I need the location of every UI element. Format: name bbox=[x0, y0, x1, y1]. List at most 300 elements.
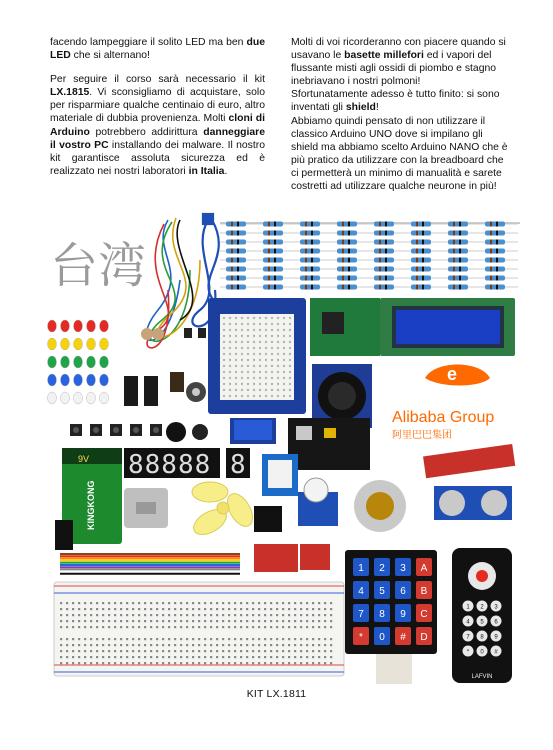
breadboard-hole bbox=[300, 602, 302, 604]
resistor-band bbox=[416, 258, 418, 263]
breadboard-hole bbox=[198, 608, 200, 610]
breadboard-hole bbox=[60, 614, 62, 616]
breadboard-hole bbox=[102, 644, 104, 646]
breadboard-hole bbox=[78, 608, 80, 610]
led bbox=[74, 374, 83, 386]
proto-hole bbox=[283, 371, 285, 373]
breadboard-hole bbox=[288, 602, 290, 604]
breadboard-hole bbox=[264, 644, 266, 646]
breadboard-hole bbox=[258, 608, 260, 610]
breadboard-hole bbox=[258, 656, 260, 658]
breadboard-hole bbox=[222, 614, 224, 616]
proto-hole bbox=[235, 389, 237, 391]
proto-hole bbox=[241, 377, 243, 379]
breadboard-hole bbox=[204, 614, 206, 616]
proto-hole bbox=[289, 389, 291, 391]
resistor-band bbox=[416, 222, 418, 227]
battery-brand: KINGKONG bbox=[86, 480, 96, 530]
resistor-band bbox=[459, 276, 461, 281]
remote-key-label: 3 bbox=[494, 604, 498, 611]
proto-hole bbox=[223, 347, 225, 349]
breadboard-hole bbox=[78, 650, 80, 652]
proto-hole bbox=[229, 383, 231, 385]
proto-hole bbox=[277, 317, 279, 319]
resistor-band bbox=[496, 267, 498, 272]
proto-hole bbox=[277, 341, 279, 343]
proto-hole bbox=[277, 335, 279, 337]
breadboard-hole bbox=[144, 638, 146, 640]
resistor-band bbox=[268, 258, 270, 263]
resistor bbox=[226, 249, 246, 254]
breadboard-hole bbox=[258, 626, 260, 628]
proto-hole bbox=[259, 359, 261, 361]
breadboard-hole bbox=[222, 644, 224, 646]
resistor-band bbox=[268, 285, 270, 290]
breadboard-hole bbox=[114, 620, 116, 622]
breadboard-hole bbox=[222, 608, 224, 610]
breadboard-hole bbox=[198, 602, 200, 604]
breadboard-hole bbox=[294, 662, 296, 664]
proto-hole bbox=[277, 377, 279, 379]
breadboard-hole bbox=[240, 638, 242, 640]
proto-hole bbox=[247, 389, 249, 391]
resistor bbox=[485, 222, 505, 227]
breadboard-hole bbox=[228, 650, 230, 652]
breadboard-hole bbox=[72, 644, 74, 646]
resistor-band bbox=[274, 285, 276, 290]
breadboard-hole bbox=[222, 602, 224, 604]
proto-hole bbox=[283, 353, 285, 355]
battery-clip bbox=[55, 520, 73, 550]
proto-hole bbox=[283, 317, 285, 319]
proto-hole bbox=[223, 329, 225, 331]
breadboard-hole bbox=[174, 626, 176, 628]
proto-hole bbox=[277, 365, 279, 367]
resistor-band bbox=[490, 240, 492, 245]
proto-hole bbox=[223, 317, 225, 319]
proto-hole bbox=[259, 347, 261, 349]
breadboard-hole bbox=[150, 614, 152, 616]
breadboard-hole bbox=[306, 620, 308, 622]
breadboard-hole bbox=[288, 608, 290, 610]
breadboard-hole bbox=[234, 650, 236, 652]
resistor bbox=[485, 249, 505, 254]
resistor-band bbox=[231, 267, 233, 272]
breadboard-hole bbox=[198, 650, 200, 652]
breadboard-hole bbox=[312, 620, 314, 622]
breadboard-hole bbox=[240, 614, 242, 616]
breadboard-hole bbox=[192, 614, 194, 616]
breadboard-hole bbox=[228, 644, 230, 646]
breadboard-hole bbox=[108, 620, 110, 622]
breadboard-hole bbox=[330, 638, 332, 640]
breadboard-hole bbox=[258, 602, 260, 604]
breadboard-hole bbox=[306, 614, 308, 616]
proto-hole bbox=[229, 347, 231, 349]
proto-hole bbox=[283, 347, 285, 349]
resistor-band bbox=[274, 222, 276, 227]
resistor-band bbox=[231, 276, 233, 281]
breadboard-hole bbox=[264, 638, 266, 640]
breadboard-hole bbox=[234, 620, 236, 622]
remote-key-label: 9 bbox=[494, 634, 498, 641]
breadboard-hole bbox=[192, 638, 194, 640]
breadboard-hole bbox=[276, 650, 278, 652]
breadboard-hole bbox=[120, 602, 122, 604]
resistor-band bbox=[237, 285, 239, 290]
breadboard-hole bbox=[150, 638, 152, 640]
breadboard-hole bbox=[324, 644, 326, 646]
breadboard-hole bbox=[276, 626, 278, 628]
resistor-band bbox=[348, 249, 350, 254]
resistor-band bbox=[268, 240, 270, 245]
proto-hole bbox=[271, 365, 273, 367]
breadboard-hole bbox=[180, 608, 182, 610]
proto-hole bbox=[247, 335, 249, 337]
keypad-key-label: 3 bbox=[400, 563, 406, 574]
breadboard-hole bbox=[288, 650, 290, 652]
resistor-band bbox=[416, 240, 418, 245]
breadboard-hole bbox=[324, 608, 326, 610]
breadboard-hole bbox=[84, 608, 86, 610]
breadboard-hole bbox=[204, 650, 206, 652]
resistor bbox=[374, 249, 394, 254]
breadboard-hole bbox=[264, 650, 266, 652]
proto-hole bbox=[241, 371, 243, 373]
breadboard-hole bbox=[180, 638, 182, 640]
breadboard-hole bbox=[276, 656, 278, 658]
breadboard-hole bbox=[312, 644, 314, 646]
resistor-band bbox=[459, 222, 461, 227]
breadboard-power-module bbox=[288, 418, 370, 470]
breadboard bbox=[54, 582, 344, 676]
proto-hole bbox=[259, 377, 261, 379]
breadboard-hole bbox=[258, 662, 260, 664]
breadboard-hole bbox=[318, 650, 320, 652]
breadboard-hole bbox=[66, 644, 68, 646]
breadboard-hole bbox=[156, 638, 158, 640]
breadboard-hole bbox=[138, 638, 140, 640]
kit-photo bbox=[40, 210, 520, 685]
breadboard-hole bbox=[132, 662, 134, 664]
right-column bbox=[291, 36, 509, 193]
breadboard-hole bbox=[216, 626, 218, 628]
breadboard-hole bbox=[144, 650, 146, 652]
resistor-band bbox=[274, 240, 276, 245]
breadboard-hole bbox=[210, 644, 212, 646]
breadboard-hole bbox=[66, 638, 68, 640]
breadboard-hole bbox=[228, 602, 230, 604]
resistor-band bbox=[237, 258, 239, 263]
resistor bbox=[485, 231, 505, 236]
resistor-band bbox=[453, 267, 455, 272]
breadboard-hole bbox=[270, 662, 272, 664]
breadboard-hole bbox=[102, 650, 104, 652]
breadboard-hole bbox=[174, 656, 176, 658]
proto-hole bbox=[259, 323, 261, 325]
resistor-band bbox=[453, 258, 455, 263]
push-buttons bbox=[70, 424, 162, 436]
breadboard-hole bbox=[72, 626, 74, 628]
breadboard-hole bbox=[258, 644, 260, 646]
proto-hole bbox=[229, 323, 231, 325]
breadboard-hole bbox=[138, 656, 140, 658]
breadboard-hole bbox=[174, 620, 176, 622]
proto-hole bbox=[289, 365, 291, 367]
breadboard-hole bbox=[84, 638, 86, 640]
breadboard-hole bbox=[240, 650, 242, 652]
breadboard-hole bbox=[234, 626, 236, 628]
breadboard-hole bbox=[312, 626, 314, 628]
breadboard-hole bbox=[330, 656, 332, 658]
breadboard-hole bbox=[108, 602, 110, 604]
breadboard-hole bbox=[162, 644, 164, 646]
resistor-band bbox=[348, 258, 350, 263]
resistor bbox=[485, 285, 505, 290]
proto-hole bbox=[235, 377, 237, 379]
breadboard-hole bbox=[282, 620, 284, 622]
breadboard-hole bbox=[60, 656, 62, 658]
proto-hole bbox=[259, 335, 261, 337]
breadboard-hole bbox=[156, 656, 158, 658]
breadboard-hole bbox=[330, 602, 332, 604]
resistor bbox=[411, 240, 431, 245]
breadboard-hole bbox=[66, 650, 68, 652]
proto-hole bbox=[259, 365, 261, 367]
led bbox=[100, 374, 109, 386]
breadboard-hole bbox=[60, 602, 62, 604]
breadboard-hole bbox=[96, 638, 98, 640]
breadboard-hole bbox=[216, 608, 218, 610]
proto-hole bbox=[265, 395, 267, 397]
resistor-band bbox=[348, 231, 350, 236]
breadboard-hole bbox=[150, 608, 152, 610]
proto-hole bbox=[241, 317, 243, 319]
breadboard-hole bbox=[258, 614, 260, 616]
resistor bbox=[226, 222, 246, 227]
breadboard-hole bbox=[294, 626, 296, 628]
resistor bbox=[263, 222, 283, 227]
resistor-band bbox=[385, 222, 387, 227]
remote-key-label: 8 bbox=[480, 634, 484, 641]
breadboard-hole bbox=[246, 626, 248, 628]
breadboard-hole bbox=[150, 626, 152, 628]
seven-segment-digits: 88888 bbox=[128, 450, 212, 480]
resistor bbox=[411, 285, 431, 290]
resistor-band bbox=[305, 222, 307, 227]
proto-hole bbox=[253, 335, 255, 337]
proto-hole bbox=[277, 359, 279, 361]
breadboard-hole bbox=[312, 650, 314, 652]
proto-hole bbox=[223, 377, 225, 379]
breadboard-hole bbox=[282, 608, 284, 610]
breadboard-hole bbox=[216, 644, 218, 646]
resistor-band bbox=[348, 285, 350, 290]
breadboard-hole bbox=[294, 608, 296, 610]
breadboard-hole bbox=[60, 638, 62, 640]
proto-hole bbox=[283, 377, 285, 379]
proto-hole bbox=[241, 395, 243, 397]
resistor-band bbox=[231, 231, 233, 236]
keypad-key-label: C bbox=[420, 609, 428, 620]
remote-key-label: 7 bbox=[466, 634, 470, 641]
breadboard-hole bbox=[90, 614, 92, 616]
breadboard-hole bbox=[318, 602, 320, 604]
resistor-band bbox=[459, 285, 461, 290]
breadboard-hole bbox=[66, 602, 68, 604]
proto-hole bbox=[241, 323, 243, 325]
resistor-band bbox=[274, 231, 276, 236]
breadboard-hole bbox=[162, 614, 164, 616]
breadboard-hole bbox=[192, 662, 194, 664]
resistor-band bbox=[459, 249, 461, 254]
breadboard-hole bbox=[78, 638, 80, 640]
resistor bbox=[374, 240, 394, 245]
led bbox=[74, 338, 83, 350]
breadboard-hole bbox=[168, 662, 170, 664]
breadboard-hole bbox=[288, 614, 290, 616]
breadboard-hole bbox=[282, 638, 284, 640]
led bbox=[87, 374, 96, 386]
breadboard-hole bbox=[264, 614, 266, 616]
proto-hole bbox=[271, 359, 273, 361]
breadboard-hole bbox=[168, 602, 170, 604]
proto-hole bbox=[241, 365, 243, 367]
resistor-band bbox=[305, 249, 307, 254]
breadboard-hole bbox=[168, 638, 170, 640]
breadboard-hole bbox=[108, 656, 110, 658]
breadboard-hole bbox=[150, 650, 152, 652]
breadboard-hole bbox=[252, 626, 254, 628]
breadboard-hole bbox=[324, 650, 326, 652]
breadboard-hole bbox=[252, 608, 254, 610]
resistor bbox=[374, 222, 394, 227]
breadboard-hole bbox=[120, 656, 122, 658]
proto-hole bbox=[277, 323, 279, 325]
breadboard-hole bbox=[228, 608, 230, 610]
resistor-band bbox=[342, 276, 344, 281]
breadboard-hole bbox=[288, 662, 290, 664]
breadboard-hole bbox=[84, 650, 86, 652]
breadboard-hole bbox=[240, 620, 242, 622]
breadboard-hole bbox=[246, 620, 248, 622]
keypad-key-label: 2 bbox=[379, 563, 385, 574]
breadboard-hole bbox=[186, 650, 188, 652]
breadboard-hole bbox=[318, 620, 320, 622]
breadboard-hole bbox=[240, 662, 242, 664]
breadboard-hole bbox=[126, 620, 128, 622]
proto-hole bbox=[271, 335, 273, 337]
proto-hole bbox=[235, 329, 237, 331]
proto-hole bbox=[223, 341, 225, 343]
resistor-band bbox=[342, 240, 344, 245]
relay-module bbox=[230, 418, 276, 444]
breadboard-hole bbox=[252, 602, 254, 604]
resistor bbox=[300, 285, 320, 290]
breadboard-hole bbox=[204, 644, 206, 646]
proto-hole bbox=[229, 353, 231, 355]
proto-hole bbox=[241, 383, 243, 385]
proto-hole bbox=[229, 365, 231, 367]
dc-motor bbox=[124, 488, 168, 528]
proto-hole bbox=[223, 335, 225, 337]
resistor-band bbox=[416, 276, 418, 281]
breadboard-hole bbox=[210, 620, 212, 622]
breadboard-hole bbox=[120, 608, 122, 610]
led bbox=[61, 392, 70, 404]
push-button-cap bbox=[73, 427, 79, 433]
breadboard-hole bbox=[300, 644, 302, 646]
breadboard-hole bbox=[126, 644, 128, 646]
proto-hole bbox=[247, 341, 249, 343]
led bbox=[87, 356, 96, 368]
resistor bbox=[263, 249, 283, 254]
breadboard-hole bbox=[168, 644, 170, 646]
resistor-band bbox=[237, 249, 239, 254]
breadboard-hole bbox=[204, 656, 206, 658]
breadboard-hole bbox=[180, 650, 182, 652]
proto-hole bbox=[253, 317, 255, 319]
resistor bbox=[337, 231, 357, 236]
breadboard-hole bbox=[186, 626, 188, 628]
resistor-band bbox=[274, 258, 276, 263]
proto-hole bbox=[277, 383, 279, 385]
breadboard-hole bbox=[168, 614, 170, 616]
led bbox=[87, 320, 96, 332]
breadboard-hole bbox=[234, 614, 236, 616]
breadboard-hole bbox=[318, 662, 320, 664]
proto-hole bbox=[289, 347, 291, 349]
proto-hole bbox=[283, 359, 285, 361]
resistor-band bbox=[496, 231, 498, 236]
breadboard-hole bbox=[96, 626, 98, 628]
proto-hole bbox=[241, 341, 243, 343]
breadboard-hole bbox=[192, 644, 194, 646]
proto-hole bbox=[289, 353, 291, 355]
breadboard-hole bbox=[114, 638, 116, 640]
breadboard-hole bbox=[222, 662, 224, 664]
breadboard-hole bbox=[204, 608, 206, 610]
resistor-band bbox=[490, 258, 492, 263]
breadboard-hole bbox=[246, 638, 248, 640]
keypad-key-label: 0 bbox=[379, 632, 385, 643]
keypad-key-label: 5 bbox=[379, 586, 385, 597]
proto-hole bbox=[253, 365, 255, 367]
svg-text:e: e bbox=[446, 364, 458, 384]
breadboard-hole bbox=[330, 662, 332, 664]
resistor bbox=[300, 222, 320, 227]
remote-key-label: 5 bbox=[480, 619, 484, 626]
resistor bbox=[411, 276, 431, 281]
resistor-band bbox=[311, 285, 313, 290]
breadboard-hole bbox=[234, 656, 236, 658]
resistor-band bbox=[348, 267, 350, 272]
resistor bbox=[263, 231, 283, 236]
breadboard-hole bbox=[174, 608, 176, 610]
breadboard-hole bbox=[156, 608, 158, 610]
breadboard-hole bbox=[192, 608, 194, 610]
proto-hole bbox=[229, 395, 231, 397]
breadboard-hole bbox=[198, 626, 200, 628]
breadboard-hole bbox=[90, 626, 92, 628]
breadboard-hole bbox=[90, 620, 92, 622]
breadboard-hole bbox=[246, 602, 248, 604]
resistor-band bbox=[385, 249, 387, 254]
breadboard-hole bbox=[102, 602, 104, 604]
breadboard-hole bbox=[162, 650, 164, 652]
breadboard-hole bbox=[132, 620, 134, 622]
proto-hole bbox=[271, 347, 273, 349]
